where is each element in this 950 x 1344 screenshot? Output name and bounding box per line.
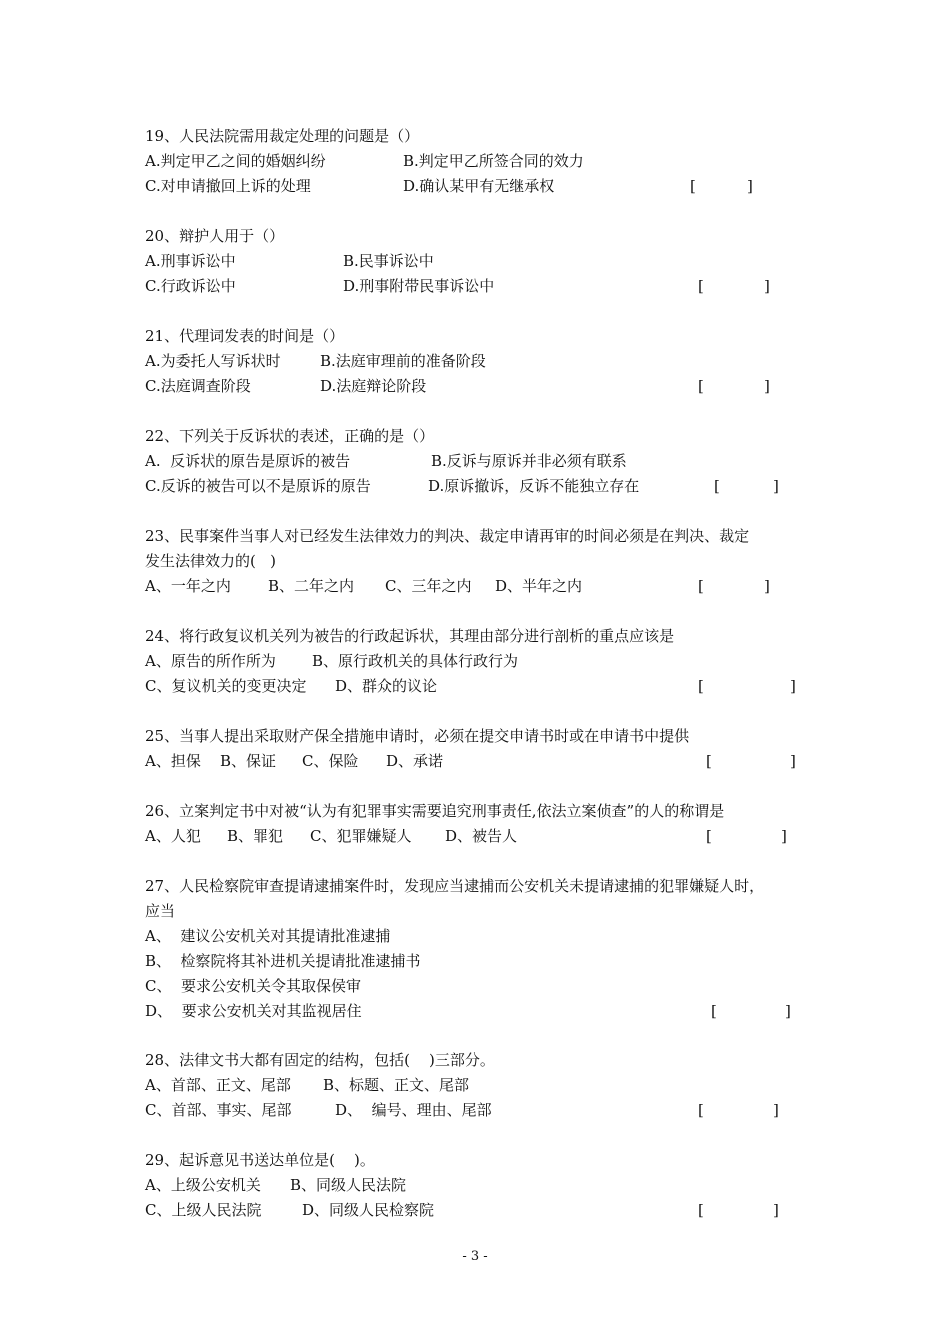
- question-24-stem: 24、将行政复议机关列为被告的行政起诉状，其理由部分进行剖析的重点应该是: [145, 627, 675, 645]
- option-c: C.对申请撤回上诉的处理: [145, 177, 311, 195]
- option-a: A.为委托人写诉状时: [145, 352, 281, 370]
- option-c: C、三年之内: [385, 577, 472, 595]
- option-a: A.判定甲乙之间的婚姻纠纷: [145, 152, 326, 170]
- question-22-stem: 22、下列关于反诉状的表述，正确的是（）: [145, 427, 435, 445]
- question-28-stem: 28、法律文书大都有固定的结构，包括( )三部分。: [145, 1051, 495, 1069]
- option-b: B、标题、正文、尾部: [323, 1076, 470, 1094]
- answer-bracket-right: ]: [785, 1002, 791, 1020]
- question-25-stem: 25、当事人提出采取财产保全措施申请时，必须在提交申请书时或在申请书中提供: [145, 727, 690, 745]
- question-27-stem-line-1: 27、人民检察院审查提请逮捕案件时，发现应当逮捕而公安机关未提请逮捕的犯罪嫌疑人时，: [145, 877, 765, 895]
- option-a: A.刑事诉讼中: [145, 252, 236, 270]
- option-a: A、上级公安机关: [145, 1176, 261, 1194]
- option-c: C.反诉的被告可以不是原诉的原告: [145, 477, 371, 495]
- option-d: D.法庭辩论阶段: [320, 377, 427, 395]
- option-c: C、上级人民法院: [145, 1201, 262, 1219]
- question-19-stem: 19、人民法院需用裁定处理的问题是（）: [145, 127, 420, 145]
- option-a: A、担保: [145, 752, 201, 770]
- option-d: D.刑事附带民事诉讼中: [343, 277, 495, 295]
- option-d: D、同级人民检察院: [302, 1201, 435, 1219]
- question-27-stem-line-2: 应当: [145, 902, 176, 920]
- option-b: B、 检察院将其补进机关提请批准逮捕书: [145, 952, 421, 970]
- answer-bracket-right: ]: [773, 1101, 779, 1119]
- question-21-stem: 21、代理词发表的时间是（）: [145, 327, 345, 345]
- option-c: C、首部、事实、尾部: [145, 1101, 292, 1119]
- answer-bracket-right: ]: [747, 177, 753, 195]
- answer-bracket-right: ]: [790, 677, 796, 695]
- option-d: D.原诉撤诉，反诉不能独立存在: [428, 477, 640, 495]
- option-d: D、 编号、理由、尾部: [335, 1101, 492, 1119]
- option-d: D、承诺: [386, 752, 444, 770]
- answer-bracket-left: [: [706, 752, 712, 770]
- answer-bracket-left: [: [706, 827, 712, 845]
- page-number: - 3 -: [462, 1249, 488, 1264]
- answer-bracket-left: [: [698, 577, 704, 595]
- option-d: D、被告人: [445, 827, 518, 845]
- option-b: B、同级人民法院: [290, 1176, 407, 1194]
- answer-bracket-left: [: [711, 1002, 717, 1020]
- option-c: C.行政诉讼中: [145, 277, 236, 295]
- option-a: A. 反诉状的原告是原诉的被告: [145, 452, 351, 470]
- answer-bracket-right: ]: [773, 477, 779, 495]
- option-d: D、群众的议论: [335, 677, 438, 695]
- option-c: C、复议机关的变更决定: [145, 677, 307, 695]
- answer-bracket-right: ]: [790, 752, 796, 770]
- option-c: C、 要求公安机关令其取保侯审: [145, 977, 362, 995]
- option-a: A、首部、正文、尾部: [145, 1076, 291, 1094]
- answer-bracket-left: [: [714, 477, 720, 495]
- option-c: C.法庭调查阶段: [145, 377, 251, 395]
- answer-bracket-left: [: [698, 277, 704, 295]
- option-b: B、罪犯: [227, 827, 284, 845]
- answer-bracket-right: ]: [781, 827, 787, 845]
- question-20-stem: 20、辩护人用于（）: [145, 227, 285, 245]
- option-a: A、原告的所作所为: [145, 652, 276, 670]
- question-29-stem: 29、起诉意见书送达单位是( )。: [145, 1151, 375, 1169]
- question-26-stem: 26、立案判定书中对被“认为有犯罪事实需要追究刑事责任,依法立案侦查”的人的称谓是: [145, 802, 725, 820]
- option-b: B.法庭审理前的准备阶段: [320, 352, 486, 370]
- answer-bracket-right: ]: [764, 377, 770, 395]
- option-a: A、一年之内: [145, 577, 231, 595]
- answer-bracket-left: [: [698, 677, 704, 695]
- option-b: B.判定甲乙所签合同的效力: [403, 152, 584, 170]
- option-b: B、原行政机关的具体行政行为: [312, 652, 519, 670]
- question-23-stem-line-2: 发生法律效力的( ): [145, 552, 277, 570]
- option-c: C、保险: [302, 752, 359, 770]
- answer-bracket-left: [: [698, 1201, 704, 1219]
- option-a: A、 建议公安机关对其提请批准逮捕: [145, 927, 391, 945]
- answer-bracket-left: [: [698, 377, 704, 395]
- answer-bracket-right: ]: [773, 1201, 779, 1219]
- option-d: D.确认某甲有无继承权: [403, 177, 555, 195]
- answer-bracket-left: [: [690, 177, 696, 195]
- option-a: A、人犯: [145, 827, 201, 845]
- option-d: D、 要求公安机关对其监视居住: [145, 1002, 362, 1020]
- answer-bracket-right: ]: [764, 577, 770, 595]
- option-b: B、保证: [220, 752, 277, 770]
- option-b: B.民事诉讼中: [343, 252, 434, 270]
- option-b: B.反诉与原诉并非必须有联系: [431, 452, 627, 470]
- answer-bracket-right: ]: [764, 277, 770, 295]
- answer-bracket-left: [: [698, 1101, 704, 1119]
- option-b: B、二年之内: [268, 577, 355, 595]
- question-23-stem-line-1: 23、民事案件当事人对已经发生法律效力的判决、裁定申请再审的时间必须是在判决、裁定: [145, 527, 750, 545]
- option-d: D、半年之内: [495, 577, 583, 595]
- option-c: C、犯罪嫌疑人: [310, 827, 412, 845]
